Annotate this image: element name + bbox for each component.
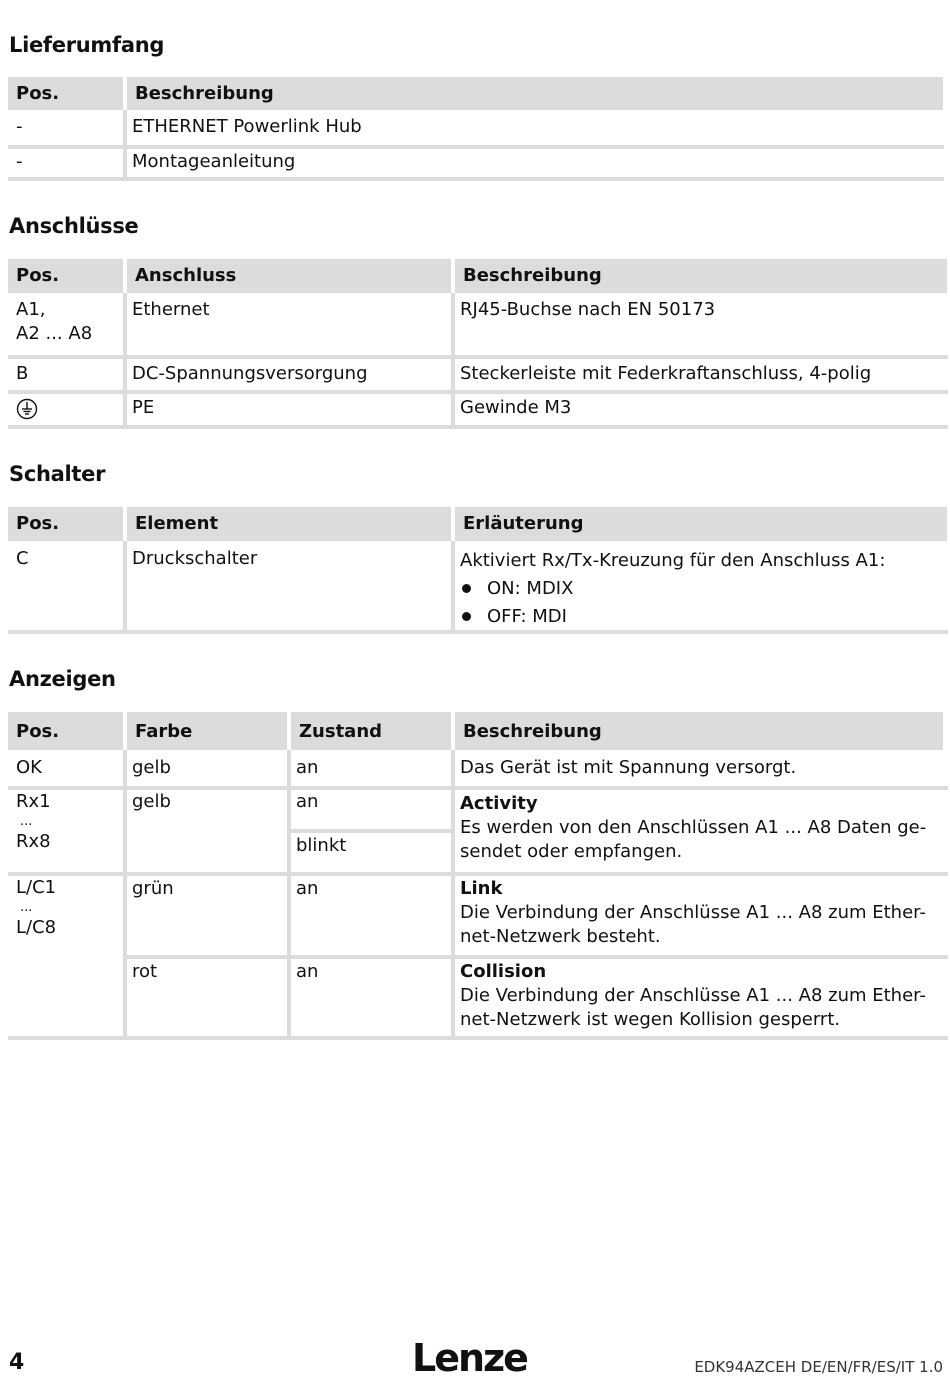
beschreibung-line-1: Die Verbindung der Anschlüsse A1 ... A8 zum Ether- <box>460 902 926 923</box>
row-rx-pos <box>8 790 123 870</box>
row-b-anschluss: DC-Spannungsversorgung <box>132 363 368 384</box>
row1-pos: - <box>16 116 23 137</box>
row2-beschreibung: Montageanleitung <box>132 151 296 172</box>
header-beschreibung: Beschreibung <box>455 259 947 293</box>
row-divider <box>8 872 948 876</box>
column-divider <box>451 750 455 1036</box>
row-a-anschluss: Ethernet <box>132 299 210 320</box>
row-rx-zustand-blinkt: blinkt <box>296 835 347 856</box>
row-rot-beschreibung <box>452 960 944 1036</box>
row-c-erlaeuterung <box>452 547 948 631</box>
row-divider <box>8 355 948 359</box>
column-divider <box>123 541 127 630</box>
pos-ellipsis: ... <box>20 814 33 829</box>
bullet-item <box>460 575 940 603</box>
pos-line-2: A2 ... A8 <box>16 323 93 344</box>
row-divider <box>8 390 948 394</box>
header-zustand: Zustand <box>291 712 451 750</box>
row-rx-farbe: gelb <box>132 791 171 812</box>
row-pe-anschluss: PE <box>132 397 155 418</box>
row-divider <box>127 955 948 959</box>
column-divider <box>123 110 127 177</box>
section-title-anschluesse: Anschlüsse <box>9 214 139 238</box>
row-rot-farbe: rot <box>132 961 158 982</box>
row-divider <box>8 630 948 634</box>
document-reference: EDK94AZCEH DE/EN/FR/ES/IT 1.0 <box>694 1358 943 1376</box>
row-ok-zustand: an <box>296 757 319 778</box>
pos-line-1: L/C1 <box>16 877 57 898</box>
section-title-lieferumfang: Lieferumfang <box>9 33 165 57</box>
header-beschreibung: Beschreibung <box>127 77 943 110</box>
row-rx-beschreibung <box>452 792 944 868</box>
column-divider <box>123 293 127 425</box>
pos-line-1: A1, <box>16 299 46 320</box>
row-rot-zustand: an <box>296 961 319 982</box>
column-divider <box>123 750 127 1036</box>
beschreibung-heading: Link <box>460 878 503 899</box>
bullet-text: ON: MDIX <box>487 578 574 599</box>
column-divider <box>287 750 291 1036</box>
bullet-icon <box>462 584 471 593</box>
row1-beschreibung: ETHERNET Powerlink Hub <box>132 116 362 137</box>
header-pos: Pos. <box>8 259 123 293</box>
section-title-anzeigen: Anzeigen <box>9 667 116 691</box>
row-divider <box>8 145 944 149</box>
header-erlaeuterung: Erläuterung <box>455 507 947 541</box>
row-ok-pos: OK <box>16 757 42 778</box>
row-rx-zustand-an: an <box>296 791 319 812</box>
bullet-icon <box>462 612 471 621</box>
header-beschreibung: Beschreibung <box>455 712 943 750</box>
row-lc-farbe: grün <box>132 878 174 899</box>
lenze-logo: Lenze <box>412 1336 527 1380</box>
beschreibung-line-2: sendet oder empfangen. <box>460 841 683 862</box>
row-b-pos: B <box>16 363 29 384</box>
section-title-schalter: Schalter <box>9 462 106 486</box>
protective-earth-icon <box>16 398 36 418</box>
row-ok-beschreibung: Das Gerät ist mit Spannung versorgt. <box>460 757 797 778</box>
row-divider <box>8 1036 948 1040</box>
column-divider <box>451 293 455 425</box>
row-ok-farbe: gelb <box>132 757 171 778</box>
bullet-item <box>460 603 940 631</box>
page-number: 4 <box>9 1350 25 1375</box>
row-a-pos <box>8 298 123 350</box>
column-divider <box>451 541 455 630</box>
beschreibung-line-2: net-Netzwerk besteht. <box>460 926 661 947</box>
bullet-text: OFF: MDI <box>487 606 567 627</box>
row-pe-beschreibung: Gewinde M3 <box>460 397 572 418</box>
row-c-element: Druckschalter <box>132 548 258 569</box>
header-pos: Pos. <box>8 507 123 541</box>
pos-line-2: Rx8 <box>16 831 51 852</box>
row-lc-pos <box>8 876 123 956</box>
row-lc-zustand: an <box>296 878 319 899</box>
row-lc-beschreibung <box>452 877 944 953</box>
row-b-beschreibung: Steckerleiste mit Federkraftanschluss, 4-polig <box>460 363 872 384</box>
row-divider <box>8 425 948 429</box>
header-anschluss: Anschluss <box>127 259 451 293</box>
pos-line-1: Rx1 <box>16 791 51 812</box>
beschreibung-heading: Collision <box>460 961 547 982</box>
row2-pos: - <box>16 151 23 172</box>
header-pos: Pos. <box>8 77 123 110</box>
row-divider <box>8 177 944 181</box>
beschreibung-line-1: Die Verbindung der Anschlüsse A1 ... A8 zum Ether- <box>460 985 926 1006</box>
header-pos: Pos. <box>8 712 123 750</box>
row-pe-pos <box>8 396 123 424</box>
row-a-beschreibung: RJ45-Buchse nach EN 50173 <box>460 299 716 320</box>
header-element: Element <box>127 507 451 541</box>
pos-line-2: L/C8 <box>16 917 57 938</box>
beschreibung-line-2: net-Netzwerk ist wegen Kollision gesperrt. <box>460 1009 841 1030</box>
pos-ellipsis: ... <box>20 900 33 915</box>
erlaeuterung-text: Aktiviert Rx/Tx-Kreuzung für den Anschluss A1: <box>460 550 886 571</box>
header-farbe: Farbe <box>127 712 287 750</box>
beschreibung-heading: Activity <box>460 793 538 814</box>
beschreibung-line-1: Es werden von den Anschlüssen A1 ... A8 Daten ge- <box>460 817 927 838</box>
row-c-pos: C <box>16 548 29 569</box>
row-divider <box>291 829 451 833</box>
